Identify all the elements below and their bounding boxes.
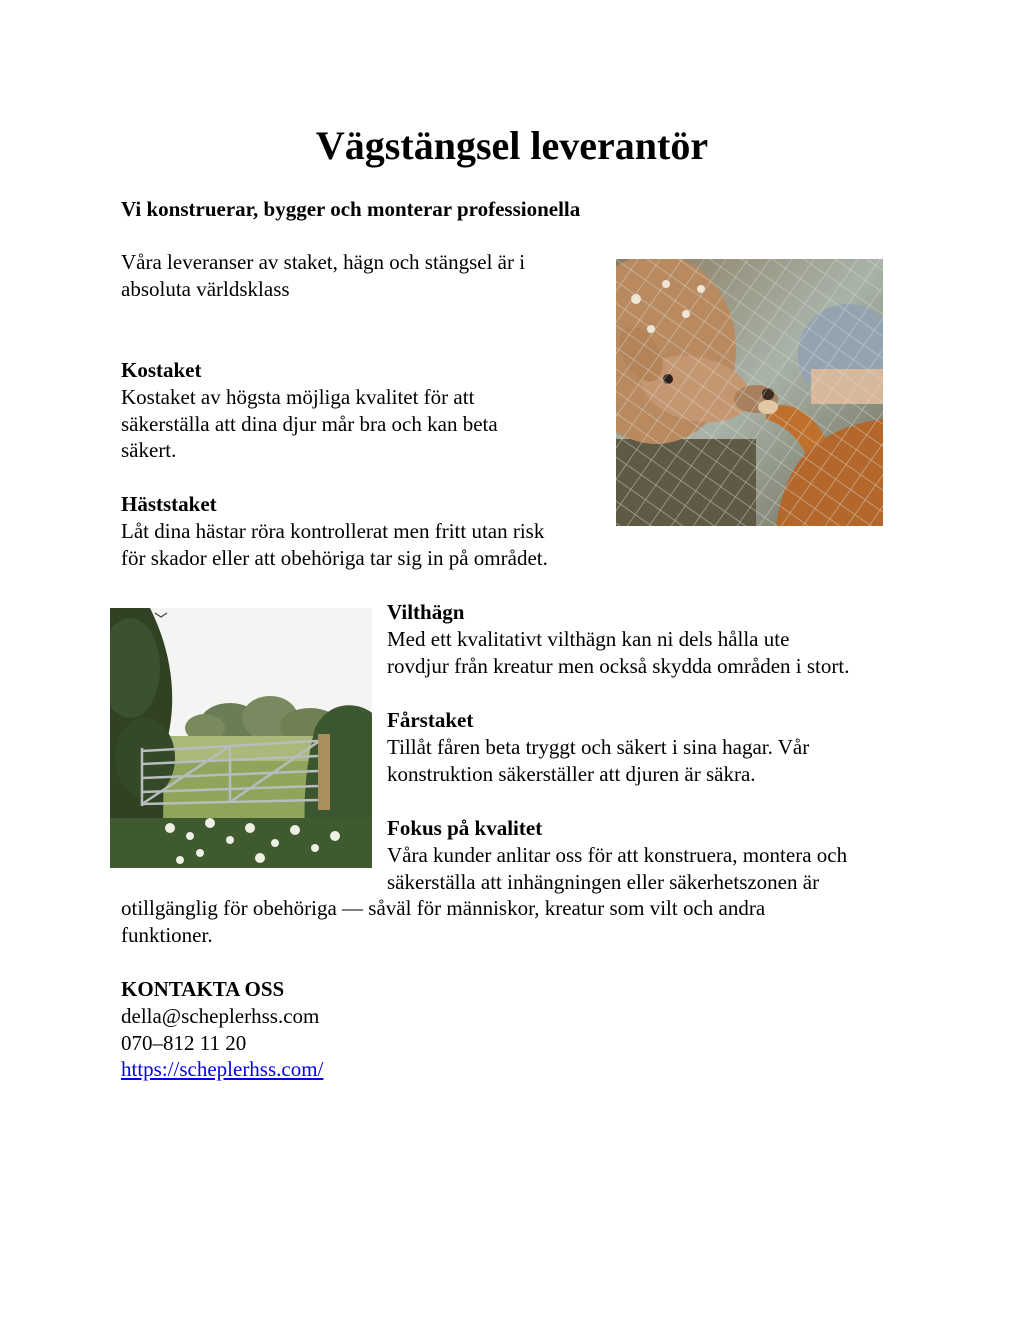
section-vilthagn bbox=[387, 599, 849, 679]
section-line: Låt dina hästar röra kontrollerat men fritt utan risk bbox=[121, 518, 545, 543]
section-fokus-heading-block bbox=[387, 815, 847, 895]
intro-line: absoluta världsklass bbox=[121, 276, 290, 301]
section-fokus-continued bbox=[121, 895, 765, 949]
section-line: Kostaket av högsta möjliga kvalitet för att bbox=[121, 384, 475, 409]
field-gate-icon bbox=[110, 608, 372, 868]
intro-line: Våra leveranser av staket, hägn och stängsel är i bbox=[121, 250, 526, 274]
section-heading: Fokus på kvalitet bbox=[387, 816, 543, 840]
page-title: Vägstängsel leverantör bbox=[315, 123, 709, 168]
intro-paragraph bbox=[121, 249, 525, 303]
deer-feeding-icon bbox=[616, 259, 883, 526]
section-line: säkerställa att dina djur mår bra och kan beta bbox=[121, 411, 498, 436]
contact-heading: KONTAKTA OSS bbox=[121, 977, 285, 1001]
section-line: Med ett kvalitativt vilthägn kan ni dels hålla ute bbox=[387, 626, 790, 651]
contact-phone: 070–812 11 20 bbox=[121, 1030, 247, 1055]
contact-email: della@scheplerhss.com bbox=[121, 1003, 320, 1028]
section-farstaket bbox=[387, 707, 809, 787]
subtitle: Vi konstruerar, bygger och monterar professionella bbox=[121, 197, 581, 221]
section-line: funktioner. bbox=[121, 922, 213, 947]
field-gate-photo bbox=[110, 608, 372, 868]
section-line: konstruktion säkerställer att djuren är säkra. bbox=[387, 761, 756, 786]
section-line: säkerställa att inhängningen eller säkerhetszonen är bbox=[387, 869, 820, 894]
section-line: Tillåt fåren beta tryggt och säkert i sina hagar. Vår bbox=[387, 734, 810, 759]
section-heading: Fårstaket bbox=[387, 708, 474, 732]
section-line: Våra kunder anlitar oss för att konstruera, montera och bbox=[387, 842, 848, 867]
section-line: otillgänglig för obehöriga — såväl för människor, kreatur som vilt och andra bbox=[121, 896, 766, 920]
deer-feeding-photo bbox=[616, 259, 883, 526]
section-line: för skador eller att obehöriga tar sig in på området. bbox=[121, 545, 548, 570]
section-heading: Häststaket bbox=[121, 492, 217, 516]
section-kostaket bbox=[121, 357, 498, 464]
section-heading: Kostaket bbox=[121, 358, 202, 382]
section-haststaket bbox=[121, 491, 548, 571]
contact-website-link[interactable]: https://scheplerhss.com/ bbox=[121, 1057, 324, 1082]
section-line: rovdjur från kreatur men också skydda områden i stort. bbox=[387, 653, 850, 678]
section-line: säkert. bbox=[121, 438, 177, 463]
contact-block bbox=[121, 976, 323, 1083]
section-heading: Vilthägn bbox=[387, 600, 465, 624]
